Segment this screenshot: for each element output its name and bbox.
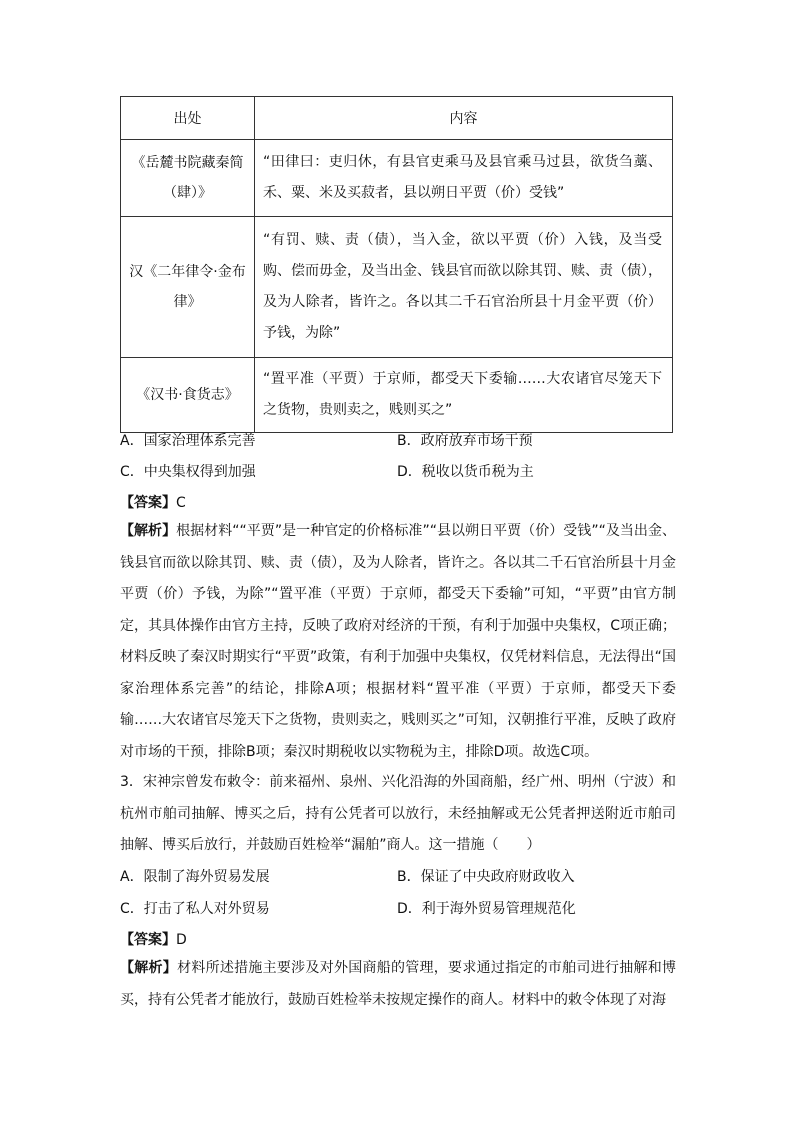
- cell-content: “置平准（平贾）于京师，都受天下委输……大农诸官尽笼天下之货物，贵则卖之，贱则买之”: [255, 358, 673, 433]
- q2-answer: [120, 492, 186, 512]
- q2-option-b: B．政府放弃市场干预: [397, 433, 533, 449]
- table-row: [121, 140, 673, 217]
- q3-option-a: A．限制了海外贸易发展: [120, 869, 270, 885]
- q3-analysis: [120, 953, 676, 1016]
- q2-analysis: [120, 516, 676, 768]
- answer-value: D: [176, 932, 187, 948]
- q2-option-d: D．税收以货币税为主: [397, 464, 534, 480]
- q3-stem: 3．宋神宗曾发布敕令：前来福州、泉州、兴化沿海的外国商船，经广州、明州（宁波）和杭州市舶司抽解、博买之后，持有公凭者可以放行，未经抽解或无公凭者押送附近市舶司抽解、博买后放行，并鼓励百姓检举“漏舶”商人。这一措施（ ）: [120, 774, 676, 853]
- analysis-text: 根据材料““平贾”是一种官定的价格标准”“县以朔日平贾（价）受钱”“及当出金、钱县官而欲以除其罚、赎、责（债），及为人除者，皆许之。各以其二千石官治所县十月金平贾（价）予钱，为除”“置平准（平贾）于京师，都受天下委输”可知，“平贾”由官方制定，其具体操作由官方主持，反映了政府对经济的干预，有利于加强中央集权，C项正确；材料反映了秦汉时期实行“平贾”政策，有利于加强中央集权，仅凭材料信息，无法得出“国家治理体系完善”的结论，排除A项；根据材料“置平准（平贾）于京师，都受天下委输……大农诸官尽笼天下之货物，贵则卖之，贱则买之”可知，汉朝推行平准，反映了政府对市场的干预，排除B项；秦汉时期税收以实物税为主，排除D项。故选C项。: [120, 523, 676, 760]
- header-source: 出处: [121, 97, 255, 140]
- q2-option-a: A．国家治理体系完善: [120, 433, 256, 449]
- header-content: 内容: [255, 97, 673, 140]
- source-table: [120, 96, 673, 433]
- cell-content: “有罚、赎、责（债），当入金，欲以平贾（价）入钱，及当受购、偿而毋金，及当出金、钱县官而欲以除其罚、赎、责（债），及为人除者，皆许之。各以其二千石官治所县十月金平贾（价）予钱，为除”: [255, 217, 673, 358]
- q3-option-d: D．利于海外贸易管理规范化: [397, 901, 576, 917]
- table-header-row: [121, 97, 673, 140]
- answer-label: 【答案】: [120, 495, 176, 511]
- table-row: [121, 358, 673, 433]
- q2-option-c: C．中央集权得到加强: [120, 464, 256, 480]
- cell-source: 《岳麓书院藏秦简（肆）》: [121, 140, 255, 217]
- q3-option-c: C．打击了私人对外贸易: [120, 901, 270, 917]
- answer-value: C: [176, 495, 186, 511]
- q3-answer: [120, 929, 187, 949]
- table-row: [121, 217, 673, 358]
- analysis-text: 材料所述措施主要涉及对外国商船的管理，要求通过指定的市舶司进行抽解和博买，持有公凭者才能放行，鼓励百姓检举未按规定操作的商人。材料中的敕令体现了对海: [120, 960, 677, 1008]
- cell-source: 《汉书·食货志》: [121, 358, 255, 433]
- analysis-label: 【解析】: [120, 523, 177, 539]
- q3-option-b: B．保证了中央政府财政收入: [397, 869, 575, 885]
- analysis-label: 【解析】: [120, 960, 178, 976]
- cell-source: 汉《二年律令·金布律》: [121, 217, 255, 358]
- answer-label: 【答案】: [120, 932, 176, 948]
- cell-content: “田律曰：吏归休，有县官吏乘马及县官乘马过县，欲货刍藁、禾、粟、米及买菽者，县以朔日平贾（价）受钱”: [255, 140, 673, 217]
